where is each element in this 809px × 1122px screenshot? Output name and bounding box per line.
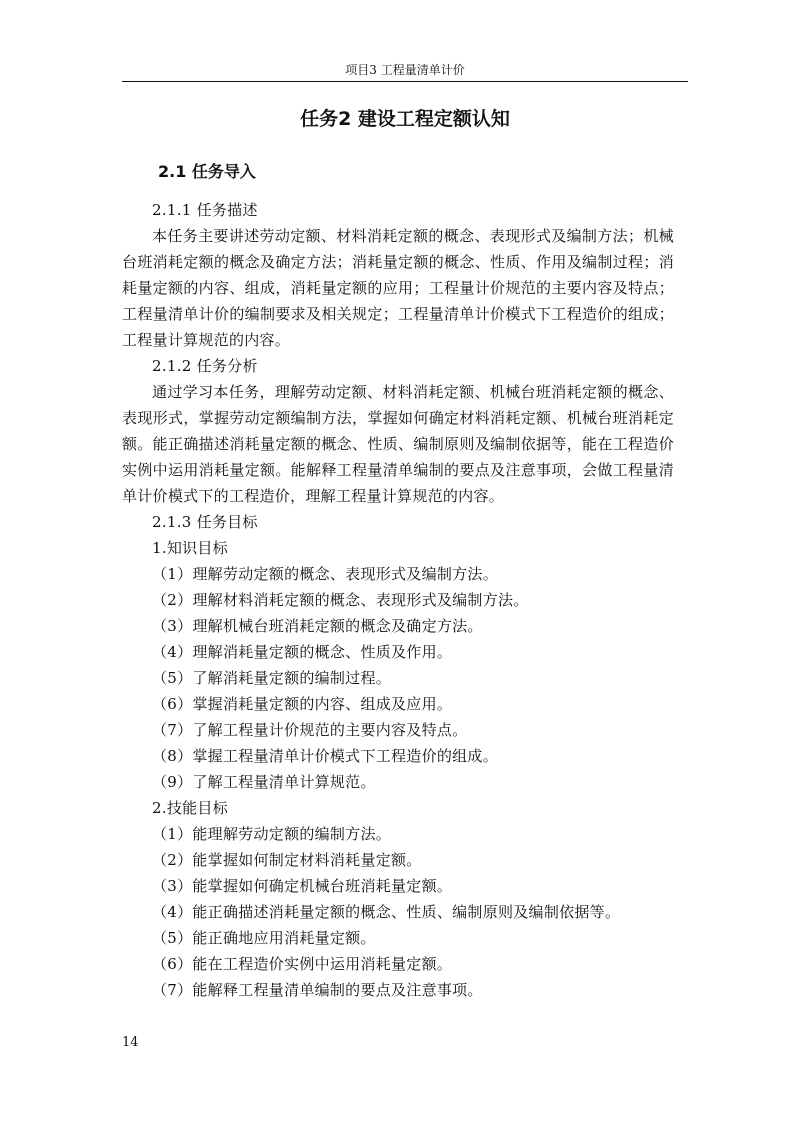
header-rule xyxy=(122,81,688,82)
subsection-heading: 2.1.3 任务目标 xyxy=(152,513,258,531)
list-heading: 2.技能目标 xyxy=(152,799,228,817)
list-item: （5）了解消耗量定额的编制过程。 xyxy=(152,669,392,687)
list-item: （4）能正确描述消耗量定额的概念、性质、编制原则及编制依据等。 xyxy=(152,903,621,921)
page-title: 任务2 建设工程定额认知 xyxy=(300,108,510,130)
skill-list xyxy=(122,821,674,1003)
page-number: 14 xyxy=(122,1035,139,1050)
list-item: （5）能正确地应用消耗量定额。 xyxy=(152,929,376,947)
list-item: （3）理解机械台班消耗定额的概念及确定方法。 xyxy=(152,617,483,635)
list-item: （2）理解材料消耗定额的概念、表现形式及编制方法。 xyxy=(152,591,529,609)
paragraph: 通过学习本任务，理解劳动定额、材料消耗定额、机械台班消耗定额的概念、表现形式，掌握劳动定额编制方法，掌握如何确定材料消耗定额、机械台班消耗定额。能正确描述消耗量定额的概念、性质、编制原则及编制依据等，能在工程造价实例中运用消耗量定额。能解释工程量清单编制的要点及注意事项，会做工程量清单计价模式下的工程造价，理解工程量计算规范的内容。 xyxy=(122,383,674,505)
knowledge-list xyxy=(122,561,674,795)
list-item: （7）能解释工程量清单编制的要点及注意事项。 xyxy=(152,981,483,999)
list-item: （3）能掌握如何确定机械台班消耗量定额。 xyxy=(152,877,453,895)
section-heading: 2.1 任务导入 xyxy=(158,162,256,181)
running-header: 项目3 工程量清单计价 xyxy=(345,63,465,77)
list-item: （9）了解工程量清单计算规范。 xyxy=(152,773,376,791)
list-item: （1）理解劳动定额的概念、表现形式及编制方法。 xyxy=(152,565,498,583)
paragraph: 本任务主要讲述劳动定额、材料消耗定额的概念、表现形式及编制方法；机械台班消耗定额的概念及确定方法；消耗量定额的概念、性质、作用及编制过程；消耗量定额的内容、组成，消耗量定额的应用；工程量计价规范的主要内容及特点；工程量清单计价的编制要求及相关规定；工程量清单计价模式下工程造价的组成；工程量计算规范的内容。 xyxy=(122,227,674,349)
list-item: （8）掌握工程量清单计价模式下工程造价的组成。 xyxy=(152,747,498,765)
list-heading: 1.知识目标 xyxy=(152,539,228,557)
body-text xyxy=(122,197,674,1003)
list-item: （6）能在工程造价实例中运用消耗量定额。 xyxy=(152,955,453,973)
list-item: （2）能掌握如何制定材料消耗量定额。 xyxy=(152,851,422,869)
subsection-heading: 2.1.2 任务分析 xyxy=(152,357,258,375)
subsection-heading: 2.1.1 任务描述 xyxy=(152,201,258,219)
list-item: （7）了解工程量计价规范的主要内容及特点。 xyxy=(152,721,468,739)
list-item: （1）能理解劳动定额的编制方法。 xyxy=(152,825,392,843)
list-item: （4）理解消耗量定额的概念、性质及作用。 xyxy=(152,643,453,661)
list-item: （6）掌握消耗量定额的内容、组成及应用。 xyxy=(152,695,453,713)
